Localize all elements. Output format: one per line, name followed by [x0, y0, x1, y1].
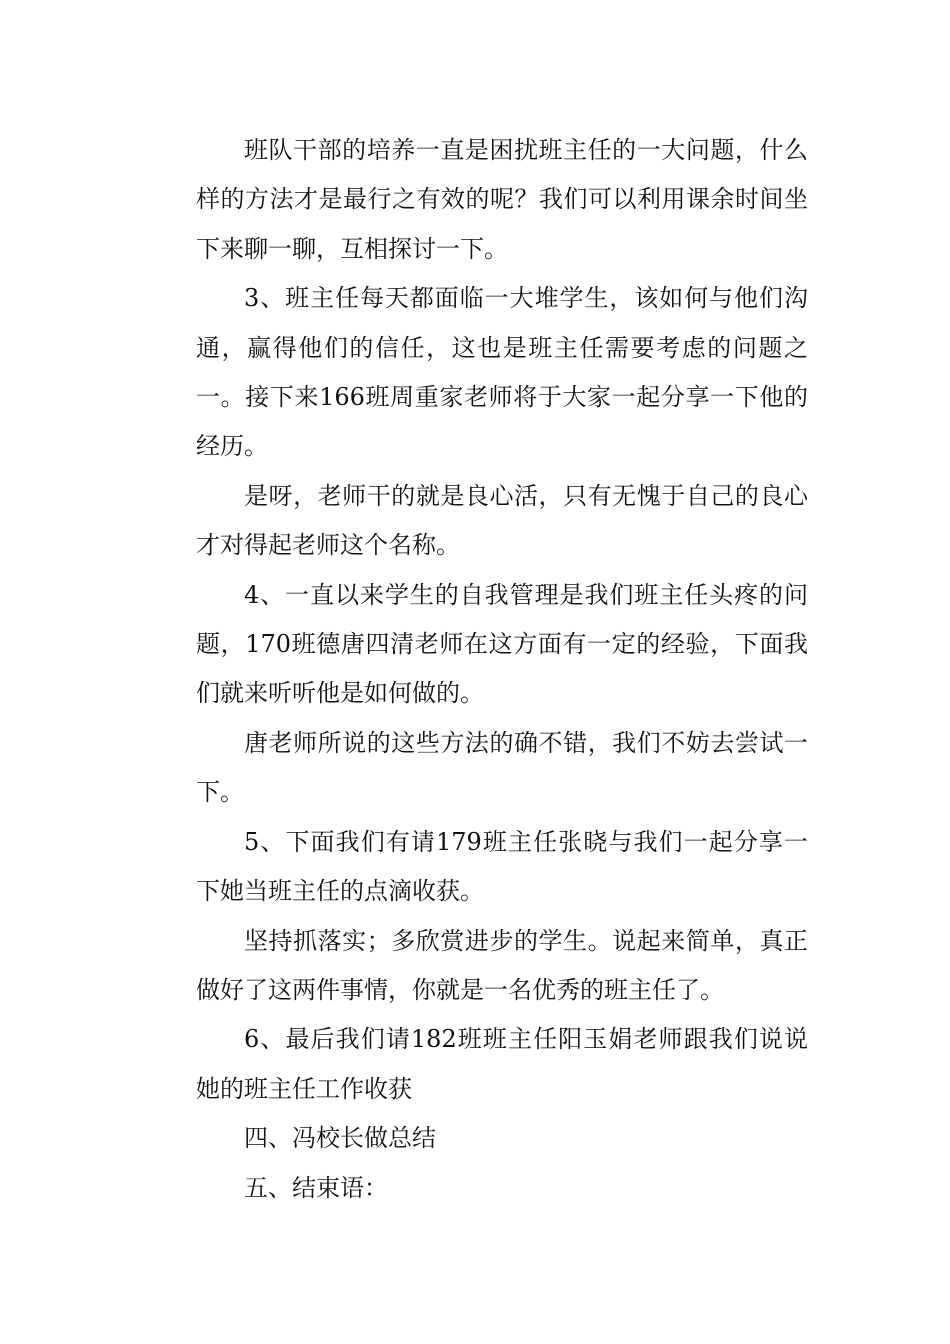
- paragraph-try-methods: 唐老师所说的这些方法的确不错，我们不妨去尝试一下。: [196, 728, 808, 807]
- paragraph-item-6: 6、最后我们请182班班主任阳玉娟老师跟我们说说她的班主任工作收获: [196, 1025, 808, 1103]
- paragraph-cadre-training: 班队干部的培养一直是困扰班主任的一大问题，什么样的方法才是最行之有效的呢？我们可以利用课余时间坐下来聊一聊，互相探讨一下。: [196, 136, 808, 263]
- paragraph-persist: 坚持抓落实；多欣赏进步的学生。说起来简单，真正做好了这两件事情，你就是一名优秀的班主任了。: [196, 926, 808, 1004]
- paragraph-item-4: 4、一直以来学生的自我管理是我们班主任头疼的问题，170班德唐四清老师在这方面有一定的经验，下面我们就来听听他是如何做的。: [196, 580, 808, 708]
- document-body: [196, 126, 808, 1213]
- paragraph-item-5: 5、下面我们有请179班主任张晓与我们一起分享一下她当班主任的点滴收获。: [196, 827, 808, 906]
- paragraph-item-3: 3、班主任每天都面临一大堆学生，该如何与他们沟通，赢得他们的信任，这也是班主任需要考虑的问题之一。接下来166班周重家老师将于大家一起分享一下他的经历。: [196, 284, 808, 461]
- section-heading-summary: 四、冯校长做总结: [244, 1124, 436, 1153]
- paragraph-conscience: 是呀，老师干的就是良心活，只有无愧于自己的良心才对得起老师这个名称。: [196, 481, 808, 560]
- section-heading-closing: 五、结束语：: [244, 1173, 388, 1202]
